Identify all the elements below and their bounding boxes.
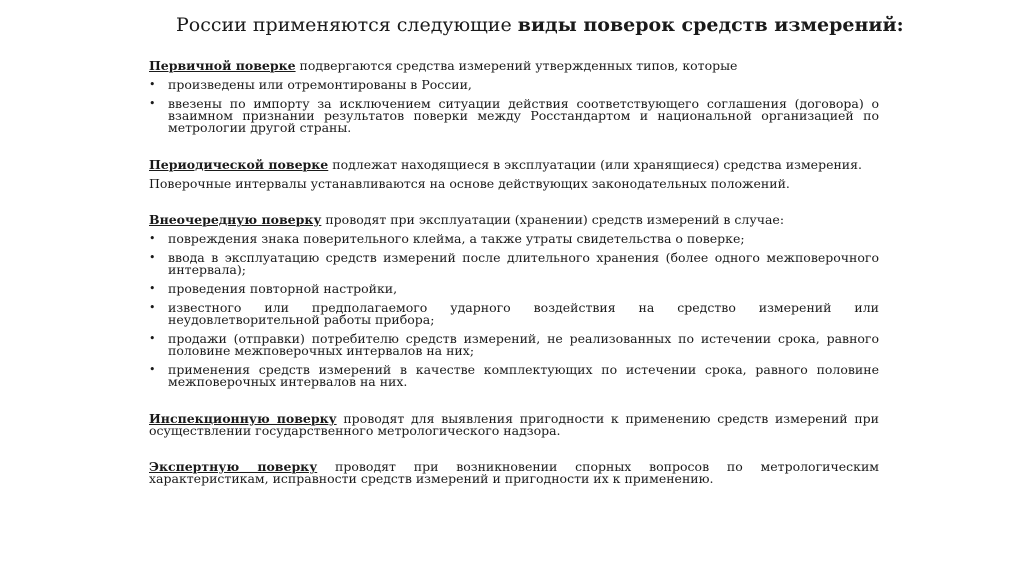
list-item bbox=[149, 252, 879, 276]
list-item-text: проведения повторной настройки, bbox=[168, 281, 398, 296]
section-text: подлежат находящиеся в эксплуатации (или хранящиеся) средства измерения. bbox=[328, 157, 862, 172]
section-lead bbox=[149, 214, 879, 226]
list-item bbox=[149, 283, 879, 295]
section-lead bbox=[149, 461, 879, 485]
section-lead bbox=[149, 159, 879, 171]
section-lead bbox=[149, 413, 879, 437]
bullet-list bbox=[149, 233, 879, 388]
list-item-text: продажи (отправки) потребителю средств измерений, не реализованных по истечении срока, равного половине межповерочных интервалов на них; bbox=[168, 331, 879, 358]
slide-title bbox=[176, 12, 956, 38]
list-item bbox=[149, 333, 879, 357]
list-item-text: применения средств измерений в качестве комплектующих по истечении срока, равного половине межповерочных интервалов на них. bbox=[168, 362, 879, 389]
title-prefix: России применяются следующие bbox=[176, 14, 518, 36]
list-item bbox=[149, 364, 879, 388]
bullet-icon: • bbox=[149, 251, 156, 264]
list-item-text: произведены или отремонтированы в России, bbox=[168, 77, 472, 92]
section-text: подвергаются средства измерений утвержденных типов, которые bbox=[295, 58, 738, 73]
list-item-text: известного или предполагаемого ударного воздействия на средство измерений или неудовлетворительной работы прибора; bbox=[168, 300, 879, 327]
list-item-text: ввода в эксплуатацию средств измерений после длительного хранения (более одного межповерочного интервала); bbox=[168, 250, 879, 277]
bullet-icon: • bbox=[149, 282, 156, 295]
list-item bbox=[149, 233, 879, 245]
section-heading: Периодической поверке bbox=[149, 157, 329, 172]
bullet-icon: • bbox=[149, 97, 156, 110]
section-heading: Инспекционную поверку bbox=[149, 411, 337, 426]
bullet-icon: • bbox=[149, 78, 156, 91]
section-text: проводят при эксплуатации (хранении) средств измерений в случае: bbox=[321, 212, 785, 227]
list-item-text: повреждения знака поверительного клейма, а также утраты свидетельства о поверке; bbox=[168, 231, 745, 246]
list-item-text: ввезены по импорту за исключением ситуации действия соответствующего соглашения (договора) о взаимном признании результатов поверки между Росстандартом и национальной организацией по метрологии другой страны. bbox=[168, 96, 879, 135]
title-bold: виды поверок средств измерений: bbox=[517, 14, 904, 36]
section-extraordinary bbox=[149, 214, 879, 388]
section-lead bbox=[149, 60, 879, 72]
bullet-icon: • bbox=[149, 332, 156, 345]
section-text: проводят при возникновении спорных вопросов по метрологическим характеристикам, исправности средств измерений и пригодности их к применению. bbox=[149, 459, 879, 486]
section-expert bbox=[149, 461, 879, 485]
slide-content bbox=[149, 60, 879, 491]
bullet-list bbox=[149, 79, 879, 134]
section-primary bbox=[149, 60, 879, 134]
bullet-icon: • bbox=[149, 301, 156, 314]
section-text: проводят для выявления пригодности к применению средств измерений при осуществлении государственного метрологического надзора. bbox=[149, 411, 879, 438]
section-heading: Первичной поверке bbox=[149, 58, 296, 73]
list-item bbox=[149, 302, 879, 326]
section-heading: Экспертную поверку bbox=[149, 459, 318, 474]
list-item bbox=[149, 79, 879, 91]
section-periodic bbox=[149, 159, 879, 190]
list-item bbox=[149, 98, 879, 134]
section-inspection bbox=[149, 413, 879, 437]
bullet-icon: • bbox=[149, 363, 156, 376]
bullet-icon: • bbox=[149, 232, 156, 245]
section-heading: Внеочередную поверку bbox=[149, 212, 322, 227]
section-note: Поверочные интервалы устанавливаются на основе действующих законодательных положений. bbox=[149, 176, 790, 191]
